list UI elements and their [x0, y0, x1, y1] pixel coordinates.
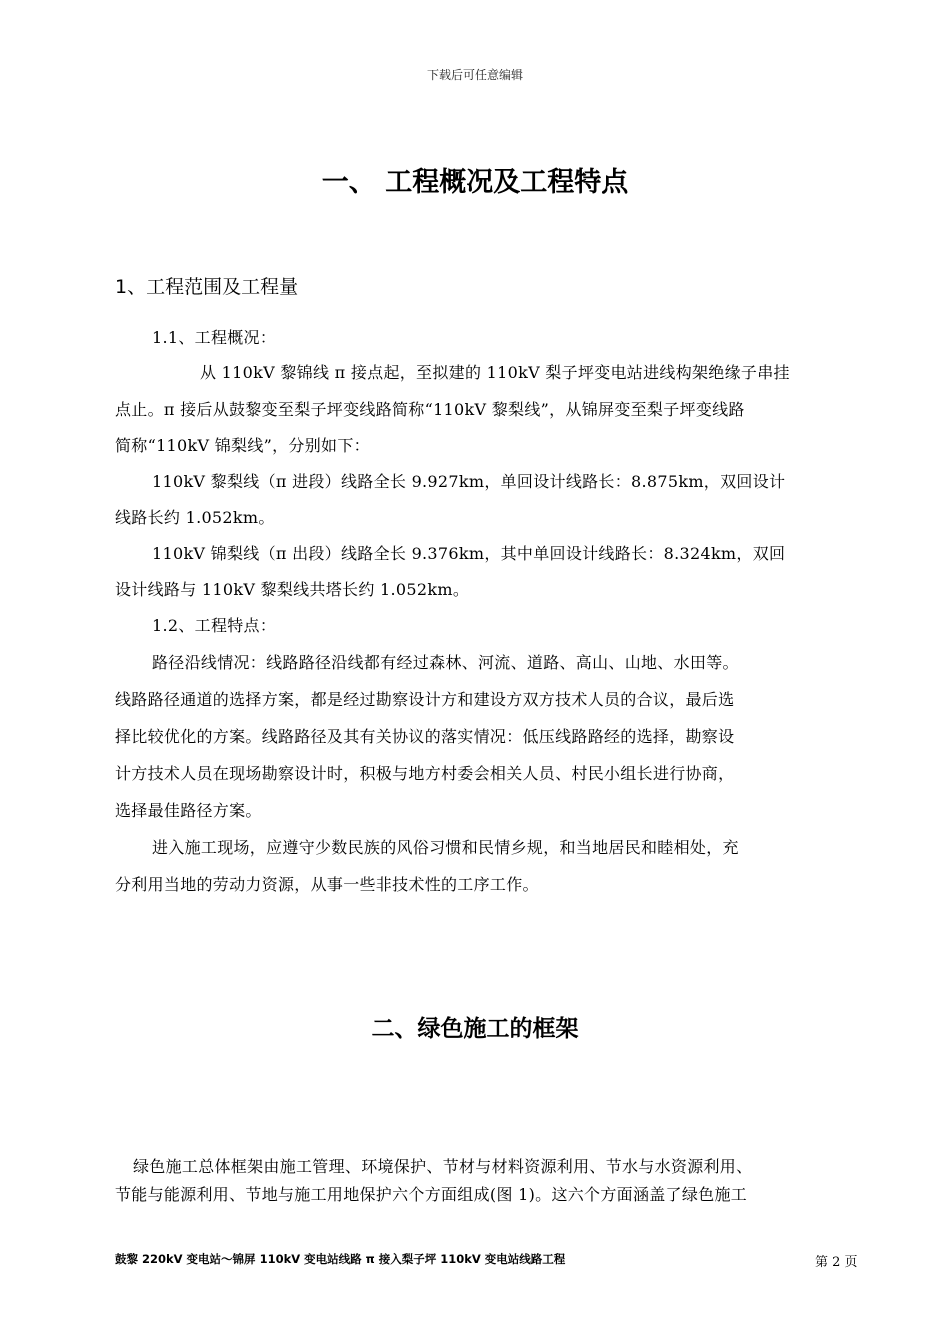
paragraph-line: 路径沿线情况：线路路径沿线都有经过森林、河流、道路、高山、山地、水田等。: [152, 653, 739, 672]
paragraph-line: 选择最佳路径方案。: [115, 801, 262, 820]
paragraph-line: 线路长约 1.052km。: [115, 508, 275, 527]
item-1-1-heading: 1.1、工程概况：: [152, 328, 277, 347]
paragraph-line: 节能与能源利用、节地与施工用地保护六个方面组成(图 1)。这六个方面涵盖了绿色施工: [115, 1185, 748, 1204]
section2-title: 二、绿色施工的框架: [371, 1016, 579, 1042]
paragraph-line: 设计线路与 110kV 黎梨线共塔长约 1.052km。: [115, 580, 470, 599]
section1-title: 一、 工程概况及工程特点: [321, 167, 629, 198]
paragraph-line: 从 110kV 黎锦线 π 接点起，至拟建的 110kV 梨子坪变电站进线构架绝缘子串挂: [200, 363, 790, 382]
item-1-2-heading: 1.2、工程特点：: [152, 616, 277, 635]
footer-project-name: 鼓黎 220kV 变电站～锦屏 110kV 变电站线路 π 接入梨子坪 110kV 变电站线路工程: [115, 1252, 566, 1266]
sub1-heading: 1、工程范围及工程量: [115, 276, 299, 298]
paragraph-line: 线路路径通道的选择方案，都是经过勘察设计方和建设方双方技术人员的合议，最后选: [115, 690, 735, 709]
paragraph-line: 分利用当地的劳动力资源，从事一些非技术性的工序工作。: [115, 875, 539, 894]
footer-page-number: 第 2 页: [815, 1255, 858, 1270]
paragraph-line: 点止。π 接后从鼓黎变至梨子坪变线路简称“110kV 黎梨线”，从锦屏变至梨子坪变线路: [115, 400, 745, 419]
header-note: 下载后可任意编辑: [426, 68, 523, 82]
paragraph-line: 择比较优化的方案。线路路径及其有关协议的落实情况：低压线路路经的选择，勘察设: [115, 727, 735, 746]
paragraph-line: 110kV 黎梨线（π 进段）线路全长 9.927km，单回设计线路长：8.875km，双回设计: [152, 472, 786, 491]
paragraph-line: 进入施工现场，应遵守少数民族的风俗习惯和民情乡规，和当地居民和睦相处，充: [152, 838, 739, 857]
paragraph-line: 110kV 锦梨线（π 出段）线路全长 9.376km，其中单回设计线路长：8.324km，双回: [152, 544, 786, 563]
paragraph-line: 简称“110kV 锦梨线”，分别如下：: [115, 436, 370, 455]
paragraph-line: 绿色施工总体框架由施工管理、环境保护、节材与材料资源利用、节水与水资源利用、: [133, 1157, 753, 1176]
paragraph-line: 计方技术人员在现场勘察设计时，积极与地方村委会相关人员、村民小组长进行协商，: [115, 764, 735, 783]
